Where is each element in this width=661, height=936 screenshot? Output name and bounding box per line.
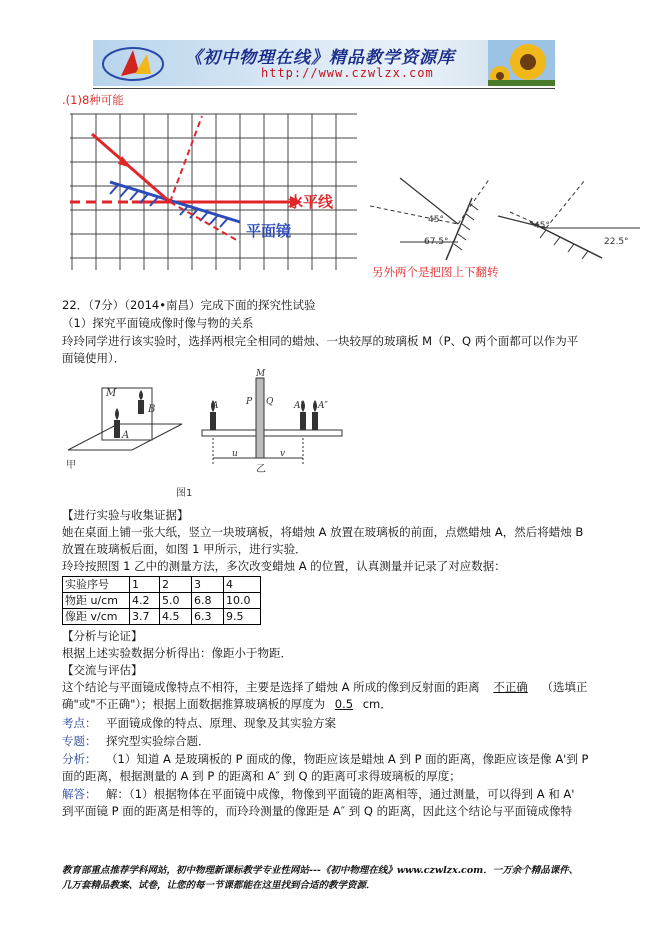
fenxi-row	[62, 751, 588, 767]
table-cell: 物距 u/cm	[63, 593, 130, 609]
angle-label-22-5: 22.5°	[604, 237, 629, 247]
data-table	[62, 576, 261, 625]
fig-label-M-left: M	[106, 388, 117, 399]
exp-line3: 玲玲按照图 1 乙中的测量方法，多次改变蜡烛 A 的位置，认真测量并记录了对应数据：	[62, 559, 506, 573]
kaodian-text: 平面镜成像的特点、原理、现象及其实验方案	[106, 716, 336, 730]
exp-line1: 她在桌面上铺一张大纸，竖立一块玻璃板，将蜡烛 A 放置在玻璃板的前面，点燃蜡烛 A，然后将蜡烛 B	[62, 525, 584, 539]
table-cell: 实验序号	[63, 577, 130, 593]
analysis-heading: 【分析与论证】	[62, 629, 143, 643]
eval-answer-1: 不正确	[493, 680, 528, 694]
fig-label-v: v	[280, 449, 286, 459]
table-cell: 4	[224, 577, 261, 593]
eval-line1-text: 这个结论与平面镜成像特点不相符，主要是选择了蜡烛 A 所成的像到反射面的距离	[62, 680, 480, 694]
table-cell: 3	[192, 577, 224, 593]
horizontal-line-label: 水平线	[288, 193, 334, 211]
jieda-line2: 到平面镜 P 面的距离是相等的，而玲玲测量的像距是 A″ 到 Q 的距离，因此这个结论与平面镜成像特	[62, 804, 573, 818]
site-title: 《初中物理在线》精品教学资源库	[185, 48, 455, 68]
eval-line2-text: 确"或"不正确"）；根据上面数据推算玻璃板的厚度为	[62, 697, 326, 711]
angle-label-45-right: 45°	[534, 221, 550, 231]
table-cell: 5.0	[160, 593, 192, 609]
eval-line2	[62, 696, 392, 712]
fenxi-line1: （1）知道 A 是玻璃板的 P 面成的像，物距应该是蜡烛 A 到 P 面的距离，像距应该是像 A'到 P	[106, 752, 589, 766]
fig-label-A-left: A	[122, 430, 130, 441]
table-cell: 4.5	[160, 609, 192, 625]
eval-answer-2: 0.5	[334, 697, 354, 711]
table-cell: 6.3	[192, 609, 224, 625]
fig-label-B: B	[148, 404, 156, 415]
footer-line1: 教育部重点推荐学科网站，初中物理新课标教学专业性网站---《初中物理在线》www.czwlzx.com．一万余个精品课件、	[62, 865, 579, 876]
site-logo	[99, 42, 177, 84]
figure-1-candles	[62, 368, 362, 500]
mirror-label: 平面镜	[246, 222, 292, 240]
jieda-line1: 解：（1）根据物体在平面镜中成像，物像到平面镜的距离相等，通过测量，可以得到 A 和 A'	[106, 787, 575, 801]
figure-label: .(1)8种可能	[62, 93, 124, 107]
header-rule	[93, 88, 555, 89]
zhuanti-text: 探究型实验综合题．	[106, 734, 210, 748]
question-intro-line1: 玲玲同学进行该实验时，选择两根完全相同的蜡烛、一块较厚的玻璃板 M（P、Q 两个面都可以作为平	[62, 334, 579, 348]
reflection-grid-figure	[70, 112, 360, 272]
eval-heading: 【交流与评估】	[62, 663, 143, 677]
jieda-row	[62, 786, 574, 802]
sunflower-image	[488, 40, 555, 86]
fig-label-M-top: M	[256, 369, 266, 379]
fenxi-label: 分析：	[62, 752, 97, 766]
angle-label-67-5: 67.5°	[424, 237, 449, 247]
eval-line1-tail: （选填正	[541, 680, 588, 694]
fig-caption: 图1	[176, 488, 193, 499]
table-cell: 4.2	[130, 593, 160, 609]
question-number: 22．（7分）（2014•南昌）完成下面的探究性试验	[62, 298, 316, 312]
angle-label-45-left: 45°	[428, 215, 444, 225]
table-cell: 3.7	[130, 609, 160, 625]
table-cell: 10.0	[224, 593, 261, 609]
fig-label-P: P	[246, 397, 253, 407]
table-cell: 1	[130, 577, 160, 593]
question-intro-line2: 面镜使用）．	[62, 351, 126, 365]
fig-label-Q: Q	[266, 397, 274, 407]
zhuanti-label: 专题：	[62, 734, 97, 748]
table-cell: 9.5	[224, 609, 261, 625]
fig-label-A-prime: A'	[294, 401, 303, 411]
question-part1: （1）探究平面镜成像时像与物的关系	[62, 316, 254, 330]
table-header-row	[63, 577, 261, 593]
fig-label-A-dprime: A″	[318, 401, 328, 411]
header-banner	[93, 40, 555, 86]
fig-label-jia: 甲	[66, 460, 76, 471]
table-row	[63, 609, 261, 625]
table-cell: 像距 v/cm	[63, 609, 130, 625]
jieda-label: 解答：	[62, 787, 97, 801]
eval-line2-tail: cm．	[362, 697, 392, 711]
mirror-angle-figures	[370, 172, 650, 262]
fenxi-line2: 面的距离，根据测量的 A 到 P 的距离和 A″ 到 Q 的距离可求得玻璃板的厚度；	[62, 769, 461, 783]
site-url: http://www.czwlzx.com	[261, 66, 434, 80]
eval-line1	[62, 679, 588, 695]
table-cell: 2	[160, 577, 192, 593]
fig-label-u: u	[232, 449, 238, 459]
table-cell: 6.8	[192, 593, 224, 609]
fig-label-yi: 乙	[256, 464, 266, 475]
zhuanti-row	[62, 733, 210, 749]
exp-line2: 放置在玻璃板后面，如图 1 甲所示，进行实验．	[62, 542, 307, 556]
fig-label-A: A	[212, 401, 219, 411]
footer-line2: 几万套精品教案、试卷，让您的每一节课都能在这里找到合适的教学资源．	[62, 880, 376, 891]
figure-caption: 另外两个是把图上下翻转	[372, 265, 499, 279]
table-row	[63, 593, 261, 609]
kaodian-row	[62, 715, 336, 731]
analysis-text: 根据上述实验数据分析得出：像距小于物距．	[62, 646, 292, 660]
kaodian-label: 考点：	[62, 716, 97, 730]
exp-heading: 【进行实验与收集证据】	[62, 508, 189, 522]
